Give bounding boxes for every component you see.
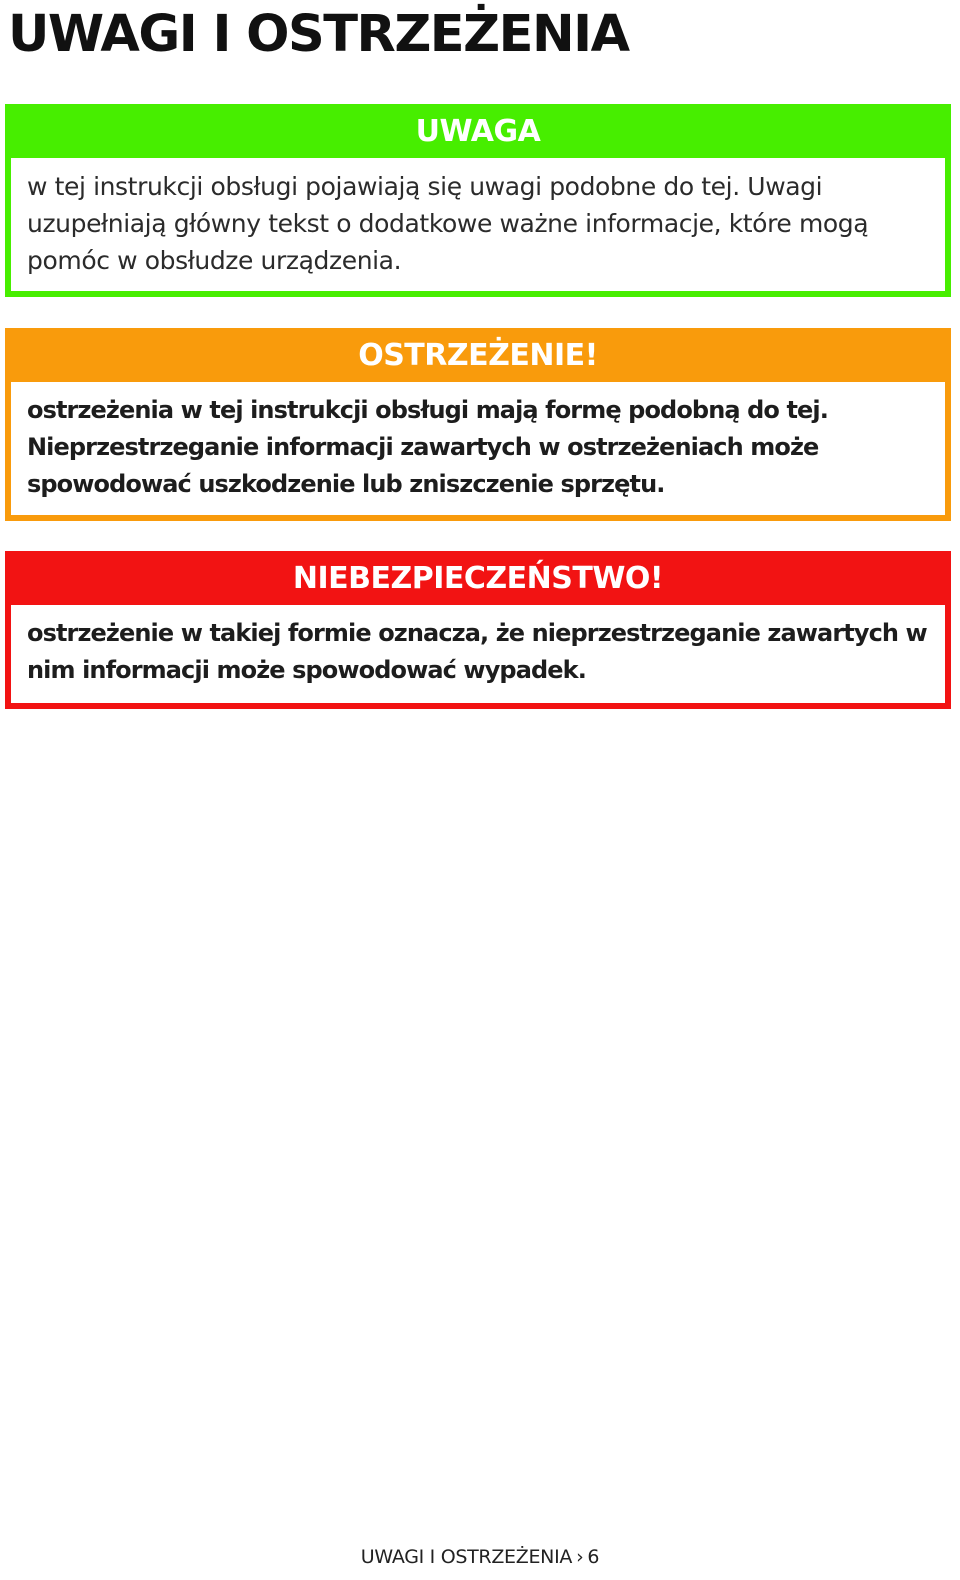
danger-box [5,551,951,709]
warning-text: ostrzeżenia w tej instrukcji obsługi mają formę podobną do tej. Nieprzestrzeganie informacji zawartych w ostrzeżeniach może spowodować uszkodzenie lub zniszczenie sprzętu. [11,382,945,515]
warning-heading: OSTRZEŻENIE! [358,338,598,373]
note-text: w tej instrukcji obsługi pojawiają się uwagi podobne do tej. Uwagi uzupełniają główny tekst o dodatkowe ważne informacje, które mogą pomóc w obsłudze urządzenia. [11,158,945,291]
footer-section-title: UWAGI I OSTRZEŻENIA [360,1546,573,1568]
page-number: 6 [587,1546,600,1568]
note-box [5,104,951,297]
chevron-right-icon: › [576,1546,584,1568]
note-heading: UWAGA [415,114,541,149]
page-title: UWAGI I OSTRZEŻENIA [8,5,629,64]
warning-box [5,328,951,521]
danger-text: ostrzeżenie w takiej formie oznacza, że nieprzestrzeganie zawartych w nim informacji może spowodować wypadek. [11,605,945,703]
danger-heading: NIEBEZPIECZEŃSTWO! [292,561,664,596]
page-footer [0,1546,960,1568]
